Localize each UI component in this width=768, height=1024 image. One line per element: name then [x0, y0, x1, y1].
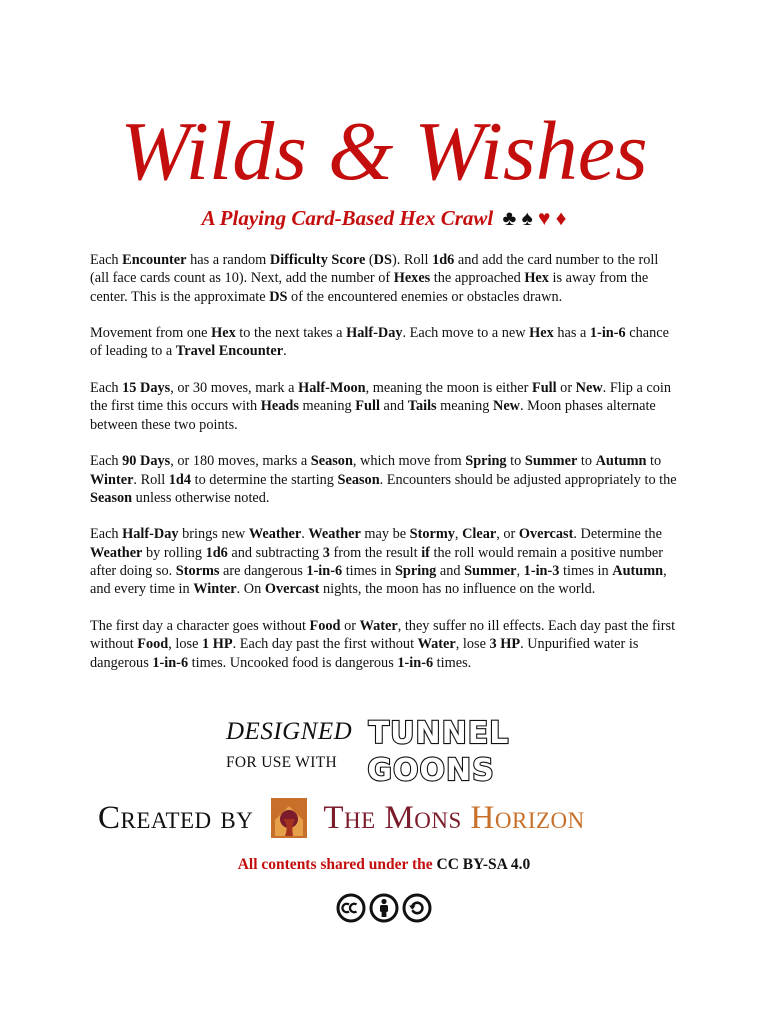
- bold-term: Stormy: [409, 526, 455, 543]
- text-run: . Roll: [133, 471, 169, 488]
- text-run: Each: [90, 380, 123, 397]
- rule-paragraph-2: [90, 324, 680, 361]
- text-run: times in: [342, 563, 395, 580]
- bold-term: Winter: [90, 471, 134, 488]
- logo-line-2: GOONS: [367, 753, 495, 788]
- bold-term: Season: [90, 489, 133, 506]
- text-run: times in: [559, 563, 613, 580]
- text-run: . Each day past the first without: [232, 636, 418, 653]
- bold-term: Weather: [90, 544, 143, 561]
- bold-term: Winter: [193, 581, 237, 598]
- text-run: meaning: [298, 398, 356, 415]
- bold-term: Spring: [394, 563, 437, 580]
- publisher-name-part-2: Horizon: [470, 800, 585, 836]
- rule-paragraph-6: [90, 617, 680, 672]
- bold-term: Difficulty Score: [269, 252, 366, 268]
- bold-term: DS: [373, 252, 392, 268]
- designed-for-block: [226, 718, 356, 772]
- text-run: Movement from one: [90, 325, 212, 342]
- text-run: Each: [90, 252, 123, 268]
- text-run: . Each move to a new: [402, 325, 530, 342]
- bold-term: Season: [310, 453, 353, 470]
- text-run: and: [436, 563, 465, 580]
- bold-term: 90 Days: [122, 453, 171, 470]
- logo-line-1: TUNNEL: [368, 716, 510, 751]
- bold-term: 1-in-6: [152, 654, 189, 671]
- bold-term: DS: [269, 288, 288, 305]
- bold-term: Summer: [464, 563, 517, 580]
- heart-icon: ♥: [537, 206, 551, 230]
- text-run: .: [283, 343, 287, 360]
- tunnel-goons-logo: [367, 712, 510, 788]
- bold-term: Hex: [524, 270, 549, 287]
- text-run: . On: [236, 581, 265, 598]
- created-by-label: Created by: [98, 800, 254, 836]
- text-run: , lose: [455, 636, 490, 653]
- text-run: ,: [454, 526, 463, 543]
- text-run: or: [556, 380, 576, 397]
- text-run: is away from the center. This is the approximate: [90, 270, 649, 305]
- bold-term: Half-Moon: [298, 380, 366, 397]
- text-run: . Encounters should be adjusted appropriately to the: [379, 471, 677, 488]
- bold-term: Water: [359, 617, 398, 634]
- bold-term: Storms: [175, 563, 220, 580]
- text-run: Each: [90, 453, 123, 470]
- bold-term: Season: [337, 471, 380, 488]
- text-run: has a: [553, 325, 590, 342]
- bold-term: Food: [137, 636, 169, 653]
- mons-horizon-logo-icon: [271, 798, 307, 838]
- text-run: , or 30 moves, mark a: [170, 380, 299, 397]
- bold-term: 3 HP: [489, 636, 521, 653]
- rule-paragraph-5: [90, 525, 680, 598]
- bold-term: New: [575, 380, 603, 397]
- text-run: and: [379, 398, 408, 415]
- bold-term: Clear: [462, 526, 497, 543]
- text-run: from the result: [329, 544, 422, 561]
- text-run: unless otherwise noted.: [132, 489, 270, 506]
- diamond-icon: ♦: [555, 206, 567, 230]
- text-run: Each: [90, 526, 123, 543]
- bold-term: 1 HP: [202, 636, 233, 653]
- credits-line: [98, 796, 585, 840]
- cc-icon: [336, 893, 366, 923]
- text-run: , meaning the moon is either: [365, 380, 532, 397]
- bold-term: Travel Encounter: [175, 343, 284, 360]
- bold-term: Hex: [529, 325, 554, 342]
- bold-term: Overcast: [518, 526, 574, 543]
- license-prefix: All contents shared under the: [237, 856, 433, 873]
- text-run: may be: [360, 526, 410, 543]
- text-run: by rolling: [142, 544, 206, 561]
- text-run: and add the card number to the roll (all face cards count as 10). Next, add the number of: [90, 252, 659, 287]
- bold-term: 15 Days: [122, 380, 171, 397]
- text-run: (: [365, 252, 374, 268]
- bold-term: Tails: [407, 398, 437, 415]
- bold-term: 1d6: [432, 252, 455, 268]
- text-run: and subtracting: [227, 544, 323, 561]
- subtitle-text: A Playing Card-Based Hex Crawl: [201, 206, 494, 230]
- bold-term: 1-in-6: [397, 654, 434, 671]
- bold-term: Full: [355, 398, 380, 415]
- text-run: are dangerous: [219, 563, 307, 580]
- text-run: meaning: [436, 398, 493, 415]
- bold-term: Half-Day: [122, 526, 179, 543]
- for-use-with-label: FOR USE WITH: [226, 754, 337, 771]
- rule-paragraph-4: [90, 452, 680, 507]
- text-run: . Determine the: [573, 526, 662, 543]
- bold-term: Weather: [248, 526, 302, 543]
- publisher-name-part-1: The Mons: [323, 800, 462, 836]
- designed-label: DESIGNED: [226, 718, 353, 745]
- text-run: to determine the starting: [191, 471, 338, 488]
- bold-term: 3: [322, 544, 330, 561]
- text-run: the roll would remain a positive number after doing so.: [90, 544, 664, 580]
- text-run: of the encountered enemies or obstacles drawn.: [287, 288, 563, 305]
- license-name[interactable]: CC BY-SA 4.0: [436, 856, 531, 873]
- rules-body: [90, 251, 680, 690]
- bold-term: if: [421, 544, 430, 561]
- bold-term: Spring: [465, 453, 507, 470]
- bold-term: Food: [309, 617, 341, 634]
- bold-term: Autumn: [612, 563, 664, 580]
- text-run: , and every time in: [90, 563, 667, 598]
- bold-term: 1-in-6: [589, 325, 626, 342]
- bold-term: 1d4: [168, 471, 192, 488]
- card-suits: [503, 206, 567, 230]
- bold-term: Weather: [308, 526, 361, 543]
- bold-term: 1-in-6: [306, 563, 343, 580]
- text-run: . Moon phases alternate between these two points.: [90, 398, 656, 433]
- text-run: chance of leading to a: [90, 325, 669, 360]
- bold-term: 1-in-3: [523, 563, 560, 580]
- text-run: nights, the moon has no influence on the world.: [319, 581, 596, 598]
- bold-term: New: [493, 398, 520, 415]
- text-run: or: [340, 617, 360, 634]
- page-title: Wilds & Wishes: [120, 105, 648, 198]
- text-run: to the next takes a: [235, 325, 347, 342]
- text-run: brings new: [178, 526, 249, 543]
- bold-term: 1d6: [205, 544, 228, 561]
- page-subtitle: [0, 205, 768, 231]
- club-icon: ♣: [502, 206, 517, 230]
- text-run: ,: [516, 563, 524, 580]
- rule-paragraph-1: [90, 251, 680, 306]
- bold-term: Overcast: [264, 581, 320, 598]
- bold-term: Autumn: [595, 453, 647, 470]
- bold-term: Full: [531, 380, 557, 397]
- text-run: to: [646, 453, 662, 470]
- license-statement: [0, 855, 768, 875]
- bold-term: Encounter: [122, 252, 187, 268]
- bold-term: Half-Day: [346, 325, 403, 342]
- text-run: , they suffer no ill effects. Each day past the first without: [90, 617, 676, 653]
- bold-term: Hex: [211, 325, 236, 342]
- by-icon: [369, 893, 399, 923]
- text-run: to: [577, 453, 596, 470]
- text-run: ). Roll: [391, 252, 433, 268]
- text-run: .: [301, 526, 309, 543]
- text-run: times.: [433, 654, 472, 671]
- bold-term: Hexes: [393, 270, 431, 287]
- publisher-name: [323, 798, 584, 838]
- text-run: . Unpurified water is dangerous: [90, 636, 639, 671]
- bold-term: Summer: [524, 453, 578, 470]
- text-run: , or: [496, 526, 519, 543]
- text-run: the approached: [430, 270, 525, 287]
- text-run: to: [506, 453, 525, 470]
- spade-icon: ♠: [521, 206, 533, 230]
- text-run: , lose: [168, 636, 203, 653]
- text-run: . Flip a coin the first time this occurs with: [90, 380, 671, 415]
- text-run: The first day a character goes without: [90, 617, 310, 634]
- text-run: has a random: [186, 252, 270, 268]
- text-run: , or 180 moves, marks a: [170, 453, 311, 470]
- rule-paragraph-3: [90, 379, 680, 434]
- bold-term: Heads: [260, 398, 299, 415]
- text-run: times. Uncooked food is dangerous: [188, 654, 398, 671]
- sa-icon: [402, 893, 432, 923]
- text-run: , which move from: [352, 453, 466, 470]
- bold-term: Water: [417, 636, 456, 653]
- cc-license-icons: [336, 893, 432, 923]
